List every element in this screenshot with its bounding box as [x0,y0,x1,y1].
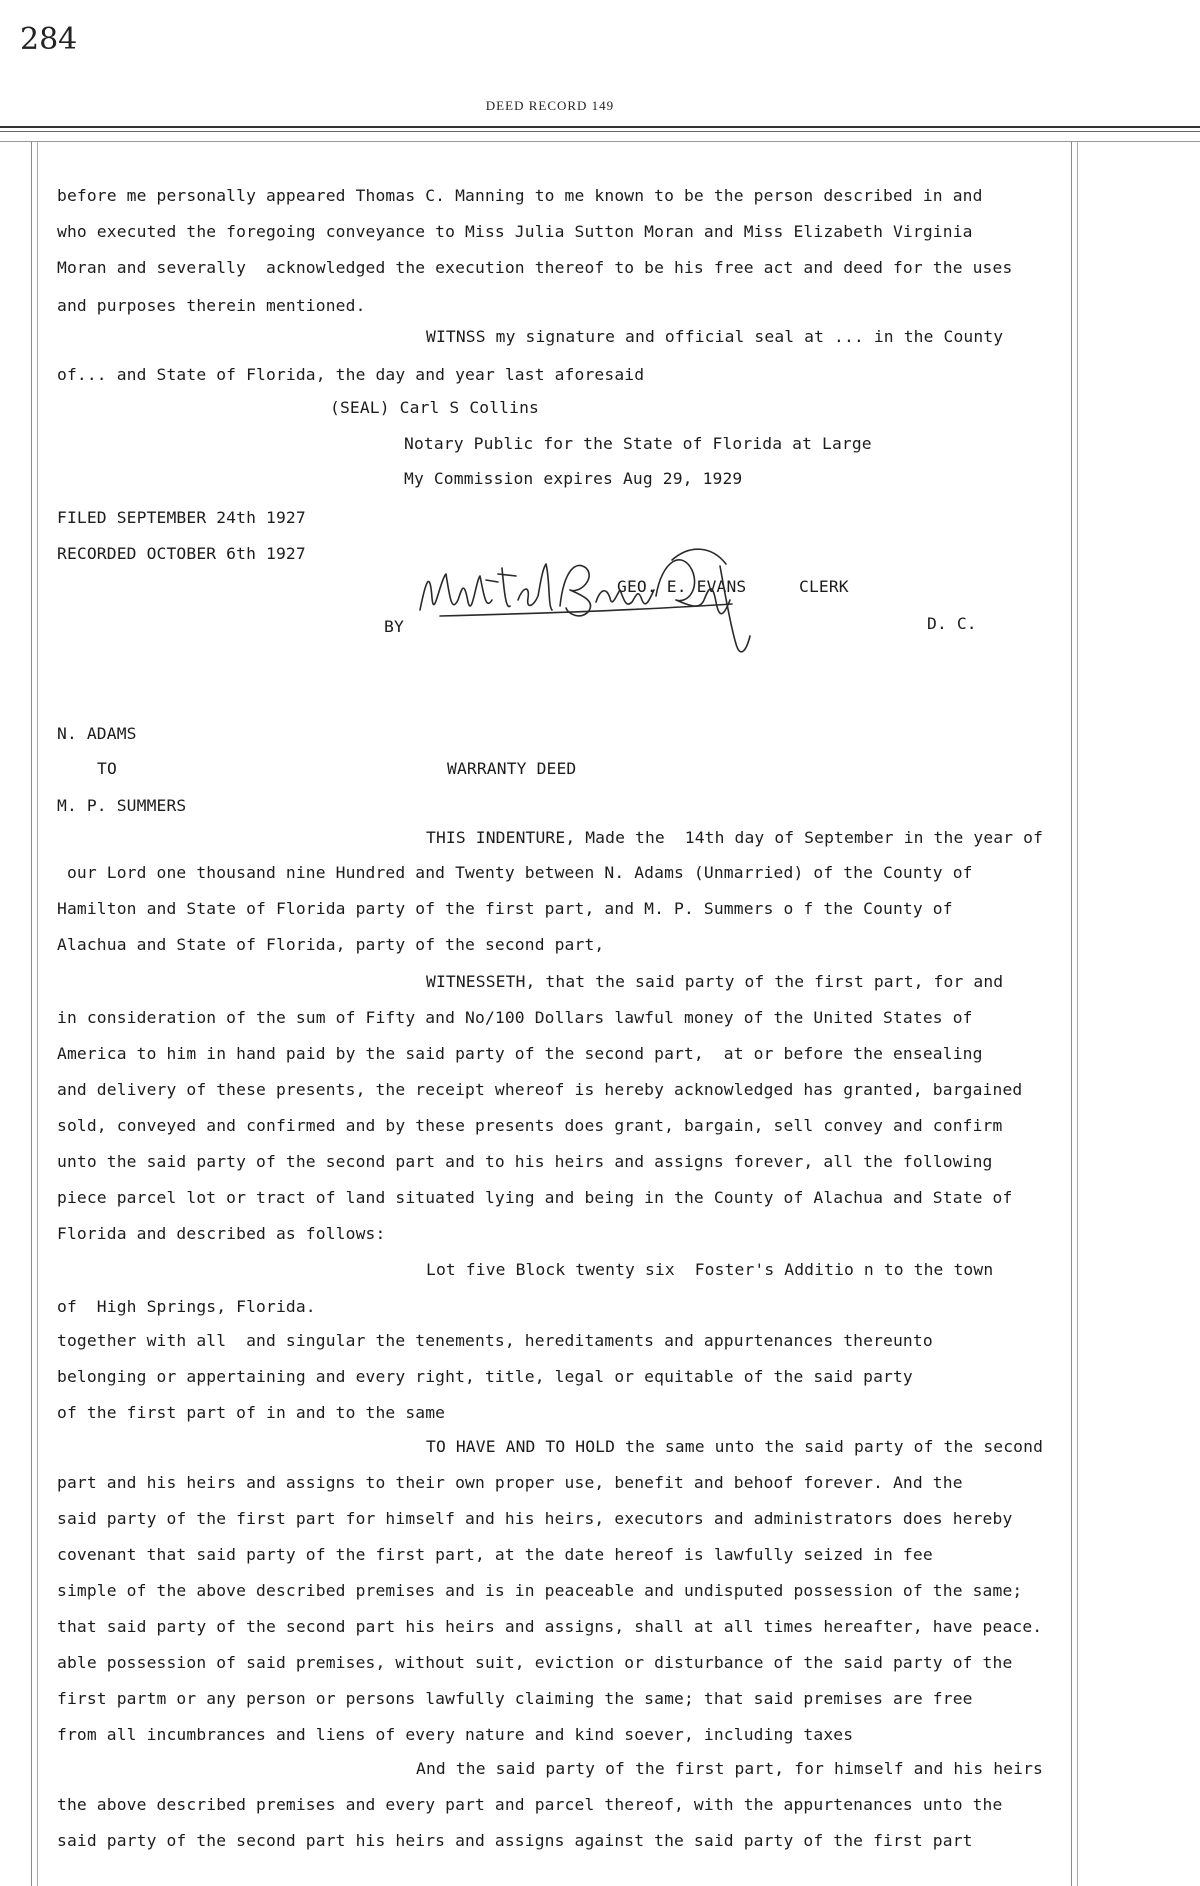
notary-commission: My Commission expires Aug 29, 1929 [404,469,743,488]
deed-line: able possession of said premises, without suit, eviction or disturbance of the said party of the [57,1653,1013,1672]
deed-line: that said party of the second part his heirs and assigns, shall at all times hereafter, have peace. [57,1617,1043,1636]
grantor-name: N. ADAMS [57,724,137,743]
acknowledgment-line: before me personally appeared Thomas C. Manning to me known to be the person described in and [57,186,983,205]
deed-line: part and his heirs and assigns to their own proper use, benefit and behoof forever. And the [57,1473,963,1492]
habendum-clause: TO HAVE AND TO HOLD the same unto the said party of the second [426,1437,1044,1456]
right-margin-rule [1071,142,1072,1886]
deed-line: unto the said party of the second part and to his heirs and assigns forever, all the following [57,1152,993,1171]
deed-line: covenant that said party of the first part, at the date hereof is lawfully seized in fee [57,1545,933,1564]
header-rule [0,126,1200,128]
deed-line: belonging or appertaining and every right, title, legal or equitable of the said party [57,1367,913,1386]
property-description: Lot five Block twenty six Foster's Additio n to the town [426,1260,994,1279]
witness-clause: WITNSS my signature and official seal at ... in the County [426,327,1004,346]
notary-title: Notary Public for the State of Florida at Large [404,434,872,453]
deed-line: Florida and described as follows: [57,1224,386,1243]
right-margin-rule-outer [1077,142,1078,1886]
deed-line: the above described premises and every part and parcel thereof, with the appurtenances unto the [57,1795,1003,1814]
book-title: DEED RECORD 149 [485,98,615,113]
deed-line: THIS INDENTURE, Made the 14th day of September in the year of [426,828,1044,847]
filed-date: FILED SEPTEMBER 24th 1927 [57,508,306,527]
grantee-name: M. P. SUMMERS [57,796,187,815]
warranty-clause: And the said party of the first part, for himself and his heirs [416,1759,1043,1778]
property-description: of High Springs, Florida. [57,1297,316,1316]
deed-line: piece parcel lot or tract of land situated lying and being in the County of Alachua and State of [57,1188,1013,1207]
deputy-clerk-label: D. C. [927,614,977,633]
deed-line: said party of the second part his heirs and assigns against the said party of the first part [57,1831,973,1850]
acknowledgment-line: Moran and severally acknowledged the execution thereof to be his free act and deed for the uses [57,258,1013,277]
acknowledgment-line: and purposes therein mentioned. [57,296,366,315]
deed-line: sold, conveyed and confirmed and by these presents does grant, bargain, sell convey and confirm [57,1116,1003,1135]
deed-line: of the first part of in and to the same [57,1403,446,1422]
left-margin-rule-inner [37,142,38,1886]
deed-line: Hamilton and State of Florida party of the first part, and M. P. Summers o f the County of [57,899,953,918]
clerk-title: CLERK [799,577,849,596]
notary-seal-name: (SEAL) Carl S Collins [330,398,539,417]
clerk-name: GEO. E. EVANS [617,577,747,596]
by-label: BY [384,617,404,636]
header-rule-tertiary [0,141,1200,142]
recorded-date: RECORDED OCTOBER 6th 1927 [57,544,306,563]
left-margin-rule [31,142,32,1886]
deed-line: simple of the above described premises and is in peaceable and undisputed possession of the same; [57,1581,1023,1600]
deed-line: Alachua and State of Florida, party of the second part, [57,935,605,954]
deed-line: America to him in hand paid by the said party of the second part, at or before the ensealing [57,1044,983,1063]
acknowledgment-line: of... and State of Florida, the day and year last aforesaid [57,365,645,384]
deed-line: from all incumbrances and liens of every nature and kind soever, including taxes [57,1725,854,1744]
deed-line: together with all and singular the tenements, hereditaments and appurtenances thereunto [57,1331,933,1350]
handwritten-signature [400,540,820,670]
deed-line: and delivery of these presents, the receipt whereof is hereby acknowledged has granted, bargained [57,1080,1023,1099]
to-label: TO [97,759,117,778]
deed-type-heading: WARRANTY DEED [447,759,577,778]
deed-line: our Lord one thousand nine Hundred and Twenty between N. Adams (Unmarried) of the County of [57,863,973,882]
header-rule-secondary [0,131,1200,132]
acknowledgment-line: who executed the foregoing conveyance to Miss Julia Sutton Moran and Miss Elizabeth Virginia [57,222,973,241]
deed-line: first partm or any person or persons lawfully claiming the same; that said premises are free [57,1689,973,1708]
page-number: 284 [20,22,78,57]
deed-line: in consideration of the sum of Fifty and No/100 Dollars lawful money of the United States of [57,1008,973,1027]
deed-line: said party of the first part for himself and his heirs, executors and administrators does hereby [57,1509,1013,1528]
deed-line: WITNESSETH, that the said party of the first part, for and [426,972,1004,991]
